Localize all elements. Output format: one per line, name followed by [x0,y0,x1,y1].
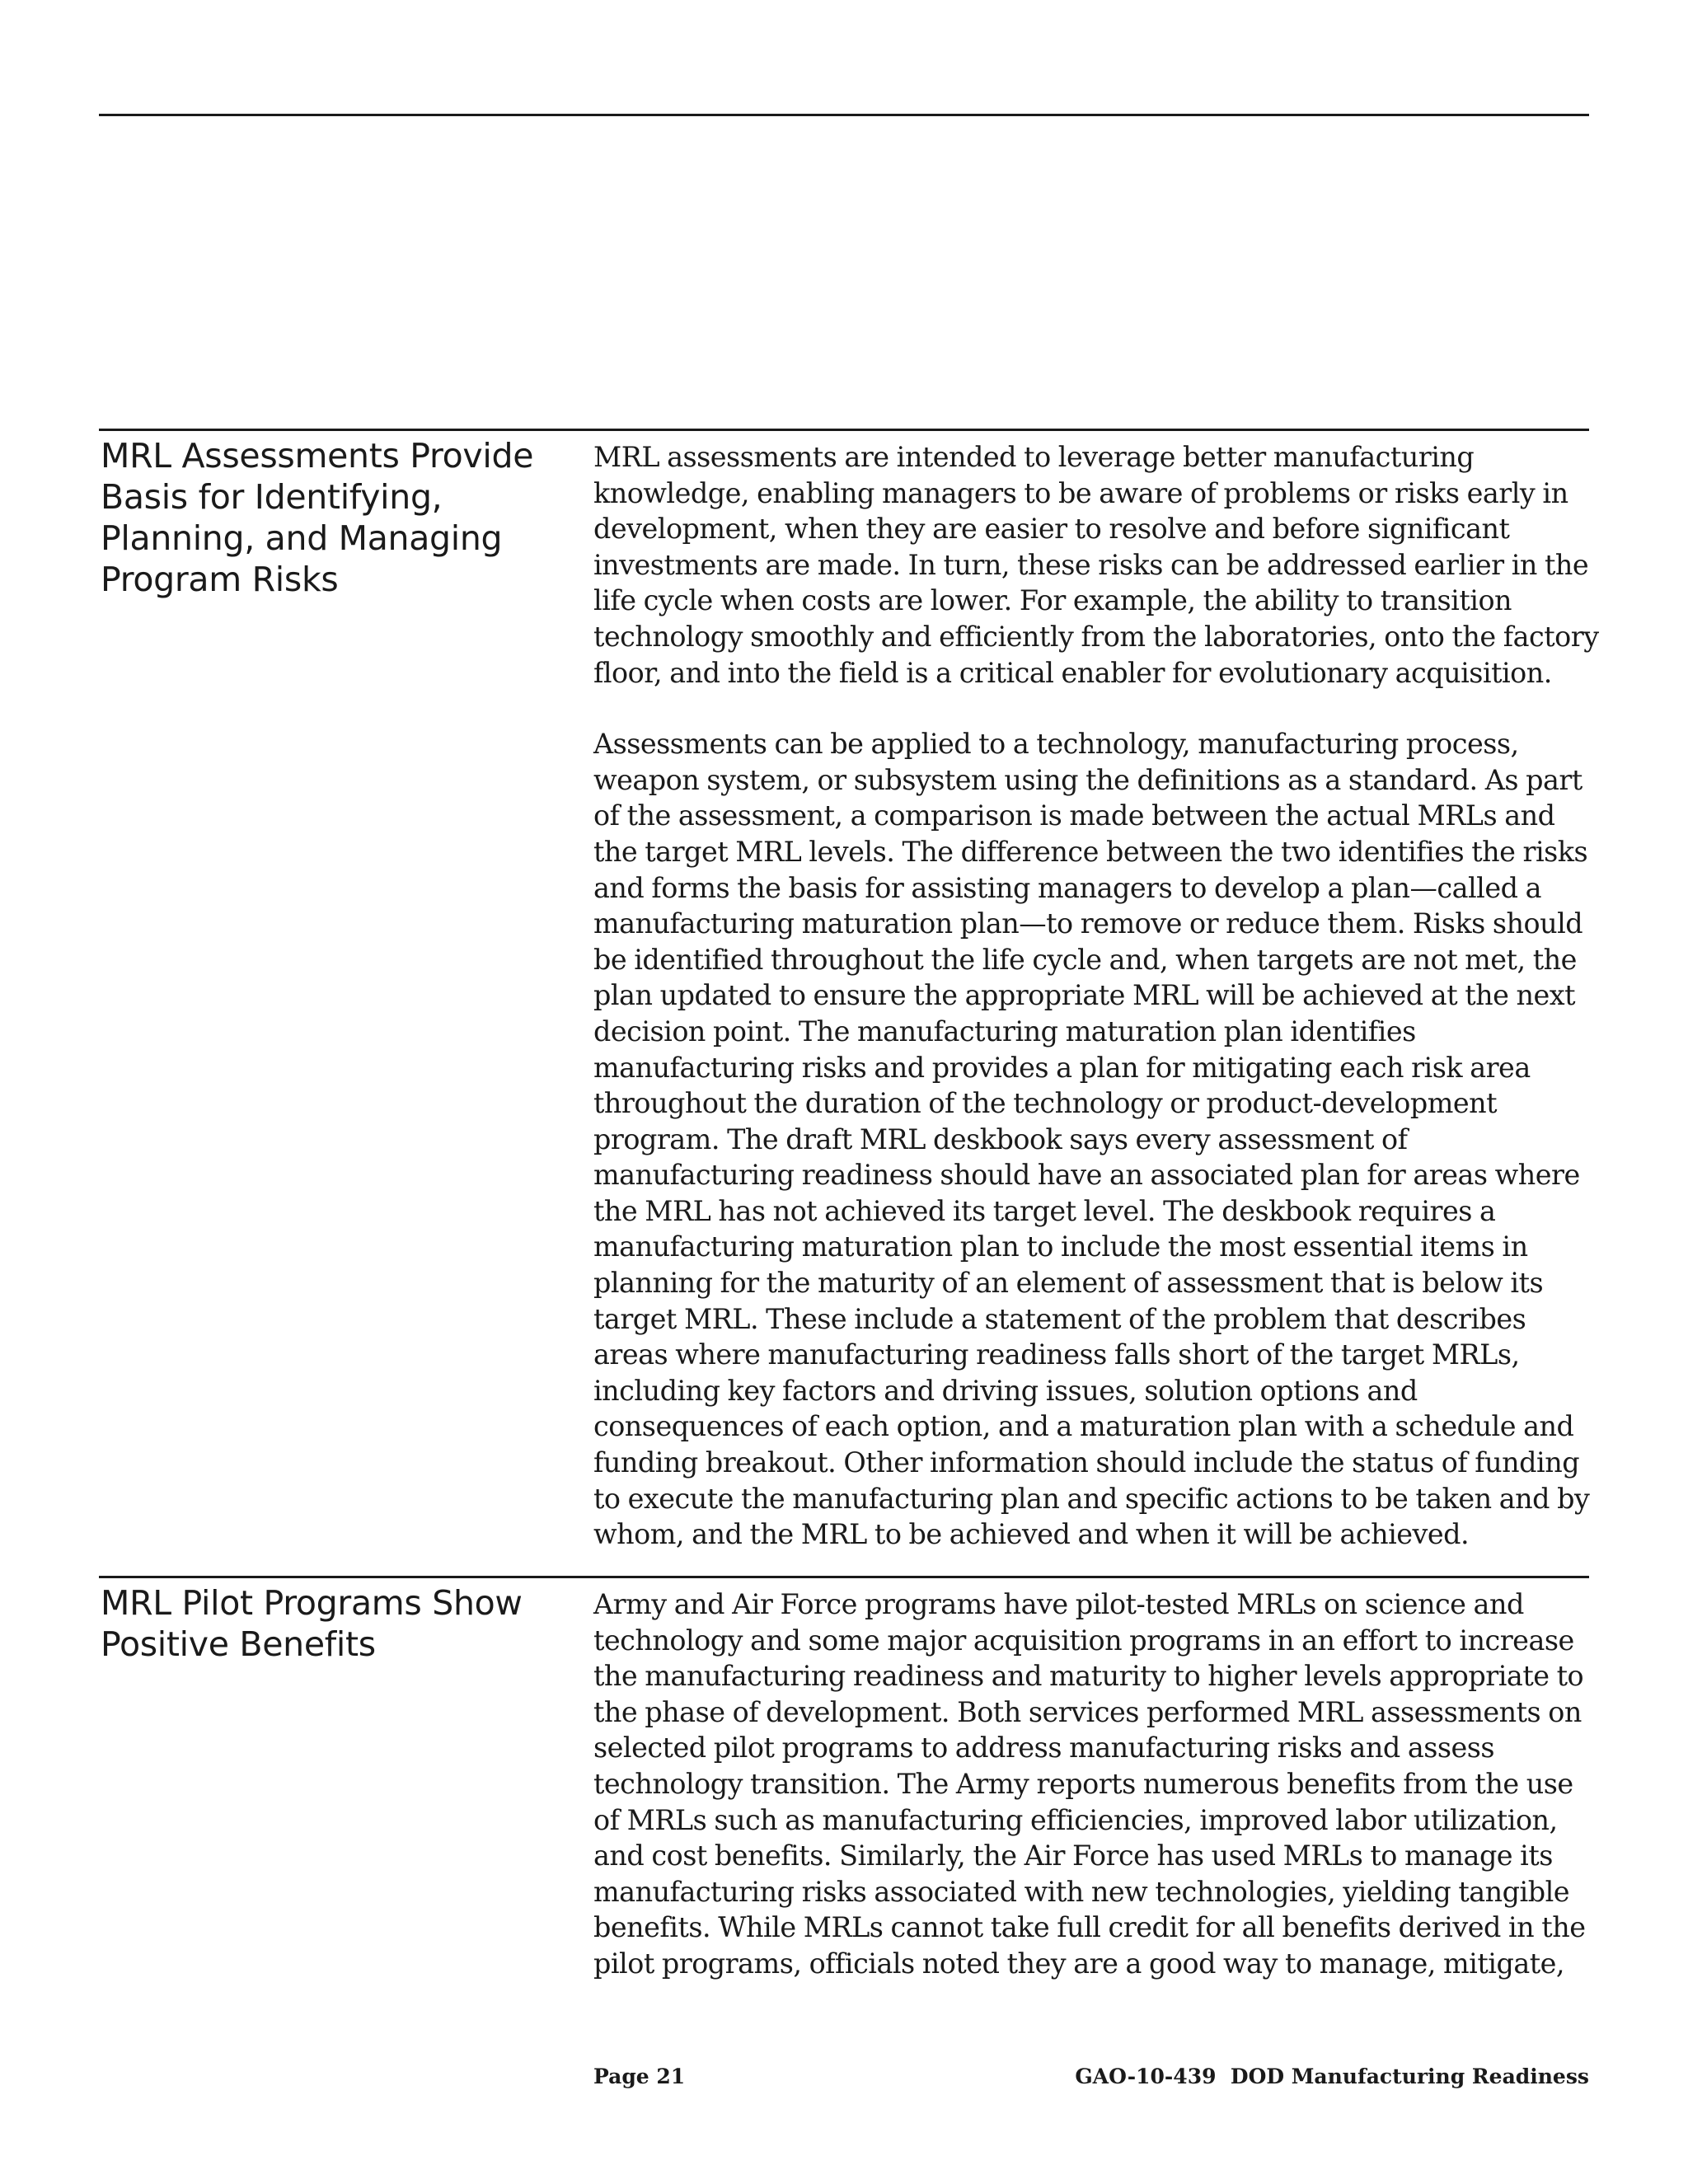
section-body-pilot-programs [593,1586,1599,2018]
side-heading-assessments: MRL Assessments Provide Basis for Identifying, Planning, and Managing Program Risks [101,436,534,599]
body-paragraph: Assessments can be applied to a technology, manufacturing process, weapon system, or subsystem using the definitions as a standard. As part of the assessment, a comparison is made between the actual MRLs and the target MRL levels. The difference between the two identifies the risks and forms the basis for assisting managers to develop a plan—called a manufacturing maturation plan—to remove or reduce them. Risks should be identified throughout the life cycle and, when targets are not met, the plan updated to ensure the appropriate MRL will be achieved at the next decision point. The manufacturing maturation plan identifies manufacturing risks and provides a plan for mitigating each risk area throughout the duration of the technology or product-development program. The draft MRL deskbook says every assessment of manufacturing readiness should have an associated plan for areas where the MRL has not achieved its target level. The deskbook requires a manufacturing maturation plan to include the most essential items in planning for the maturity of an element of assessment that is below its target MRL. These include a statement of the problem that describes areas where manufacturing readiness falls short of the target MRLs, including key factors and driving issues, solution options and consequences of each option, and a maturation plan with a schedule and funding breakout. Other information should include the status of funding to execute the manufacturing plan and specific actions to be taken and by whom, and the MRL to be achieved and when it will be achieved. [593,728,1590,1551]
page-number: Page 21 [593,2064,686,2088]
body-paragraph: MRL assessments are intended to leverage better manufacturing knowledge, enabling managers to be aware of problems or risks early in development, when they are easier to resolve and before significant investments are made. In turn, these risks can be addressed earlier in the life cycle when costs are lower. For example, the ability to transition technology smoothly and efficiently from the laboratories, onto the factory floor, and into the field is a critical enabler for evolutionary acquisition. [593,441,1599,689]
section-divider-pilot-programs [99,1576,1589,1578]
body-paragraph: Army and Air Force programs have pilot-tested MRLs on science and technology and some major acquisition programs in an effort to increase the manufacturing readiness and maturity to higher levels appropriate to the phase of development. Both services performed MRL assessments on selected pilot programs to address manufacturing risks and assess technology transition. The Army reports numerous benefits from the use of MRLs such as manufacturing efficiencies, improved labor utilization, and cost benefits. Similarly, the Air Force has used MRLs to manage its manufacturing risks associated with new technologies, yielding tangible benefits. While MRLs cannot take full credit for all benefits derived in the pilot programs, officials noted they are a good way to manage, mitigate, [593,1588,1586,1980]
report-identifier: GAO-10-439 DOD Manufacturing Readiness [1075,2064,1589,2088]
section-divider-assessments [99,429,1589,431]
section-body-assessments [593,439,1599,1588]
side-heading-pilot-programs: MRL Pilot Programs Show Positive Benefits [101,1583,523,1664]
header-rule [99,114,1589,116]
page-footer [593,2060,1589,2093]
